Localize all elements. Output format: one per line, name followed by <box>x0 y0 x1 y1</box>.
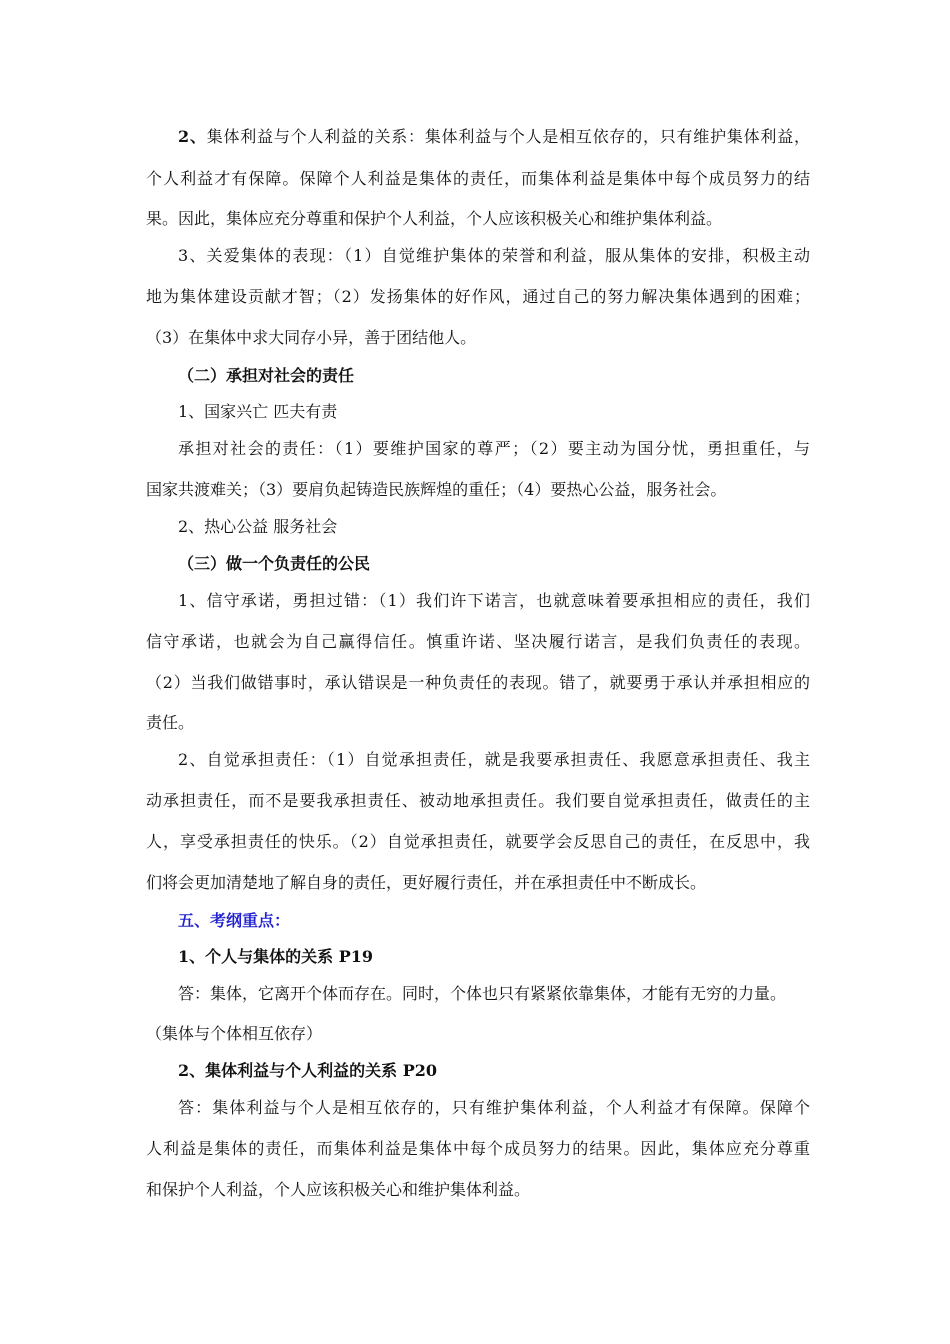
exam-item-2-answer-line-2: 人利益是集体的责任，而集体利益是集体中每个成员努力的结果。因此，集体应充分尊重 <box>146 1139 810 1158</box>
line-1-rest: 集体利益与个人利益的关系：集体利益与个人是相互依存的，只有维护集体利益， <box>206 127 810 146</box>
exam-item-2-title: 2、集体利益与个人利益的关系 P20 <box>178 1061 438 1080</box>
section-heading-exam-focus: 五、考纲重点： <box>178 911 291 930</box>
paragraph-line-6: （3）在集体中求大同存小异，善于团结他人。 <box>146 328 477 347</box>
paragraph-line-16: 责任。 <box>146 713 195 732</box>
paragraph-line-1 <box>178 126 810 148</box>
exam-item-1-note: （集体与个体相互依存） <box>146 1024 323 1043</box>
paragraph-line-15: （2）当我们做错事时，承认错误是一种负责任的表现。错了，就要勇于承认并承担相应的 <box>146 673 810 692</box>
paragraph-line-3: 果。因此，集体应充分尊重和保护个人利益，个人应该积极关心和维护集体利益。 <box>146 209 723 228</box>
paragraph-line-17: 2、自觉承担责任：（1）自觉承担责任，就是我要承担责任、我愿意承担责任、我主 <box>178 750 810 769</box>
exam-item-2-answer-line-1: 答：集体利益与个人是相互依存的，只有维护集体利益，个人利益才有保障。保障个 <box>178 1098 810 1117</box>
paragraph-line-4: 3、关爱集体的表现：（1）自觉维护集体的荣誉和利益，服从集体的安排，积极主动 <box>178 246 810 265</box>
paragraph-line-19: 人，享受承担责任的快乐。（2）自觉承担责任，就要学会反思自己的责任，在反思中，我 <box>146 832 810 851</box>
paragraph-line-14: 信守承诺，也就会为自己赢得信任。慎重许诺、坚决履行诺言，是我们负责任的表现。 <box>146 632 810 651</box>
subheading-2: 2、热心公益 服务社会 <box>178 517 338 536</box>
exam-item-1-answer: 答：集体，它离开个体而存在。同时，个体也只有紧紧依靠集体，才能有无穷的力量。 <box>178 984 787 1003</box>
paragraph-line-18: 动承担责任，而不是要我承担责任、被动地承担责任。我们要自觉承担责任，做责任的主 <box>146 791 810 810</box>
bold-prefix: 2、 <box>178 127 207 146</box>
paragraph-line-10: 国家共渡难关；（3）要肩负起铸造民族辉煌的重任；（4）要热心公益，服务社会。 <box>146 480 727 499</box>
exam-item-2-answer-line-3: 和保护个人利益，个人应该积极关心和维护集体利益。 <box>146 1180 531 1199</box>
exam-item-1-title: 1、个人与集体的关系 P19 <box>178 947 374 966</box>
section-heading-2: （二）承担对社会的责任 <box>178 366 355 385</box>
paragraph-line-5: 地为集体建设贡献才智；（2）发扬集体的好作风，通过自己的努力解决集体遇到的困难； <box>146 287 810 306</box>
paragraph-line-13: 1、信守承诺，勇担过错：（1）我们许下诺言，也就意味着要承担相应的责任，我们 <box>178 591 810 610</box>
section-heading-3: （三）做一个负责任的公民 <box>178 554 371 573</box>
paragraph-line-9: 承担对社会的责任：（1）要维护国家的尊严；（2）要主动为国分忧，勇担重任，与 <box>178 439 810 458</box>
paragraph-line-2: 个人利益才有保障。保障个人利益是集体的责任，而集体利益是集体中每个成员努力的结 <box>146 169 810 188</box>
subheading-1: 1、国家兴亡 匹夫有责 <box>178 402 338 421</box>
paragraph-line-20: 们将会更加清楚地了解自身的责任，更好履行责任，并在承担责任中不断成长。 <box>146 873 707 892</box>
